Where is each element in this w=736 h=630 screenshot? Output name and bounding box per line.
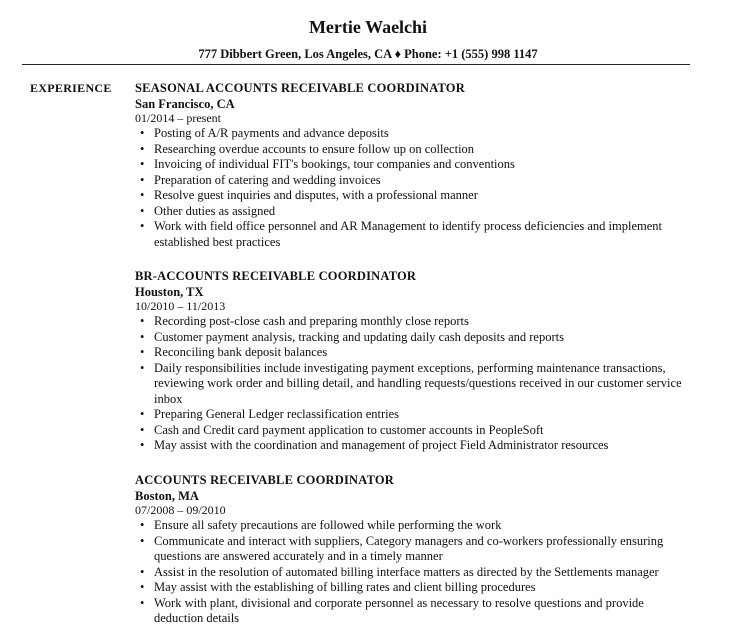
section-title-experience: EXPERIENCE bbox=[30, 81, 112, 95]
job-bullet-list bbox=[135, 518, 695, 627]
job-location: San Francisco, CA bbox=[135, 97, 235, 111]
job-entry-1 bbox=[135, 80, 695, 250]
job-location: Houston, TX bbox=[135, 285, 204, 299]
list-item: • Invoicing of individual FIT's bookings, tour companies and conventions bbox=[154, 157, 695, 173]
job-entry-2 bbox=[135, 268, 695, 454]
list-item: • Resolve guest inquiries and disputes, with a professional manner bbox=[154, 188, 695, 204]
list-item: • May assist with the coordination and management of project Field Administrator resources bbox=[154, 438, 695, 454]
list-item: • Posting of A/R payments and advance deposits bbox=[154, 126, 695, 142]
list-item: • Preparation of catering and wedding invoices bbox=[154, 173, 695, 189]
list-item: • Customer payment analysis, tracking and updating daily cash deposits and reports bbox=[154, 330, 695, 346]
list-item: • Preparing General Ledger reclassification entries bbox=[154, 407, 695, 423]
list-item: • May assist with the establishing of billing rates and client billing procedures bbox=[154, 580, 695, 596]
job-entry-3 bbox=[135, 472, 695, 627]
job-dates: 01/2014 – present bbox=[135, 111, 221, 125]
candidate-name: Mertie Waelchi bbox=[308, 17, 428, 37]
header-divider bbox=[22, 64, 690, 65]
list-item: • Assist in the resolution of automated billing interface matters as directed by the Settlements manager bbox=[154, 565, 695, 581]
list-item: • Ensure all safety precautions are followed while performing the work bbox=[154, 518, 695, 534]
list-item: • Researching overdue accounts to ensure follow up on collection bbox=[154, 142, 695, 158]
list-item: • Other duties as assigned bbox=[154, 204, 695, 220]
job-bullet-list bbox=[135, 314, 695, 454]
job-title: BR-ACCOUNTS RECEIVABLE COORDINATOR bbox=[135, 269, 417, 283]
list-item: • Work with plant, divisional and corporate personnel as necessary to resolve questions and provide deduction details bbox=[154, 596, 695, 627]
list-item: • Work with field office personnel and AR Management to identify process deficiencies and implement established best practices bbox=[154, 219, 695, 250]
list-item: • Daily responsibilities include investigating payment exceptions, performing maintenance transactions, reviewing work order and billing detail, and handling requests/questions received in our customer service inbox bbox=[154, 361, 695, 408]
job-title: SEASONAL ACCOUNTS RECEIVABLE COORDINATOR bbox=[135, 81, 465, 95]
list-item: • Recording post-close cash and preparing monthly close reports bbox=[154, 314, 695, 330]
list-item: • Communicate and interact with suppliers, Category managers and co-workers professionally ensuring questions are answered accurately and in a timely manner bbox=[154, 534, 695, 565]
job-bullet-list bbox=[135, 126, 695, 250]
list-item: • Reconciling bank deposit balances bbox=[154, 345, 695, 361]
job-dates: 10/2010 – 11/2013 bbox=[135, 299, 226, 313]
job-title: ACCOUNTS RECEIVABLE COORDINATOR bbox=[135, 473, 395, 487]
job-dates: 07/2008 – 09/2010 bbox=[135, 503, 226, 517]
contact-line: 777 Dibbert Green, Los Angeles, CA ♦ Phone: +1 (555) 998 1147 bbox=[198, 47, 538, 61]
list-item: • Cash and Credit card payment application to customer accounts in PeopleSoft bbox=[154, 423, 695, 439]
job-location: Boston, MA bbox=[135, 489, 199, 503]
